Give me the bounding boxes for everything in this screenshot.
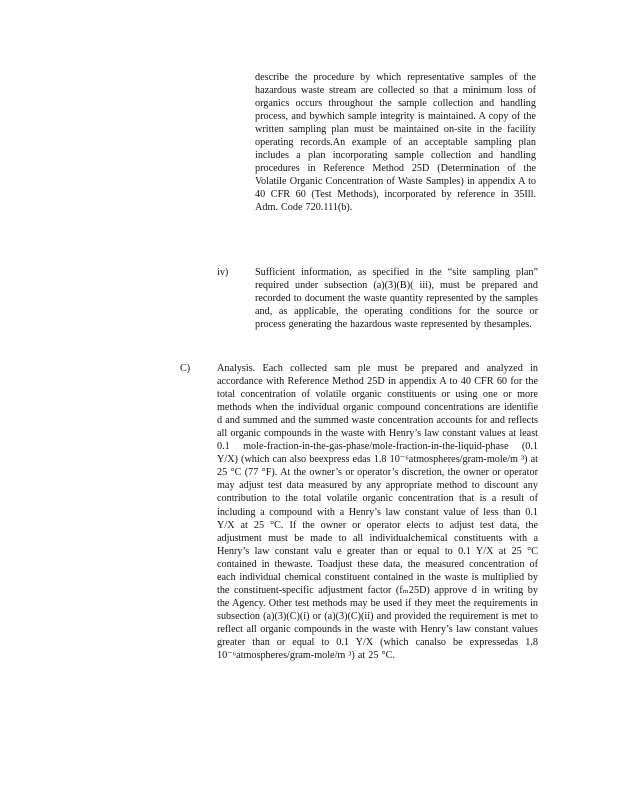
item-iv-marker: iv): [217, 267, 229, 278]
item-c-marker: C): [180, 363, 191, 374]
continuation-paragraph: describe the procedure by which representative samples of the hazardous waste stream are collected so that a minimum loss of organics occurs throughout the sample collection and handling process, and bywhich sample integrity is maintained. A copy of the written sampling plan must be maintained on-site in the facility operating records.An example of an acceptable sampling plan includes a plan incorporating sample collection and handling procedures in Reference Method 25D (Determination of the Volatile Organic Concentration of Waste Samples) in appendix A to 40 CFR 60 (Test Methods), incorporated by reference in 35Ill. Adm. Code 720.111(b).: [255, 72, 536, 214]
item-c-paragraph: Analysis. Each collected sam ple must be prepared and analyzed in accordance with Reference Method 25D in appendix A to 40 CFR 60 for the total concentration of volatile organic constituents or using one or more methods when the individual organic compound concentrations are identifie d and summed and the summed waste concentration accounts for and reflects all organic compounds in the waste with Henry’s law constant values at least 0.1 mole-fraction-in-the-gas-phase/mole-fraction-in-the-liquid-phase (0.1 Y/X) (which can also beexpress edas 1.8 10⁻⁶atmospheres/gram-mole/m ³) at 25 °C (77 °F). At the owner’s or operator’s discretion, the owner or operator may adjust test data measured by any appropriate method to discount any contribution to the total volatile organic concentration that is a result of including a compound with a Henry’s law constant value of less than 0.1 Y/X at 25 °C. If the owner or operator elects to adjust test data, the adjustment must be made to all individualchemical constituents with a Henry’s law constant valu e greater than or equal to 0.1 Y/X at 25 °C contained in thewaste. Toadjust these data, the measured concentration of each individual chemical constituent contained in the waste is multiplied by the constituent-specific adjustment factor (fₘ25D) approve d in writing by the Agency. Other test methods may be used if they meet the requirements in subsection (a)(3)(C)(i) or (a)(3)(C)(ii) and provided the requirement is met to reflect all organic compounds in the waste with Henry’s law constant values greater than or equal to 0.1 Y/X (which canalso be expressedas 1.8 10⁻⁶atmospheres/gram-mole/m ³) at 25 °C.: [217, 363, 538, 662]
item-iv-paragraph: Sufficient information, as specified in the “site sampling plan” required under subsection (a)(3)(B)( iii), must be prepared and recorded to document the waste quantity represented by the samples and, as applicable, the operating conditions for the source or process generating the hazardous waste represented by thesamples.: [255, 267, 538, 331]
